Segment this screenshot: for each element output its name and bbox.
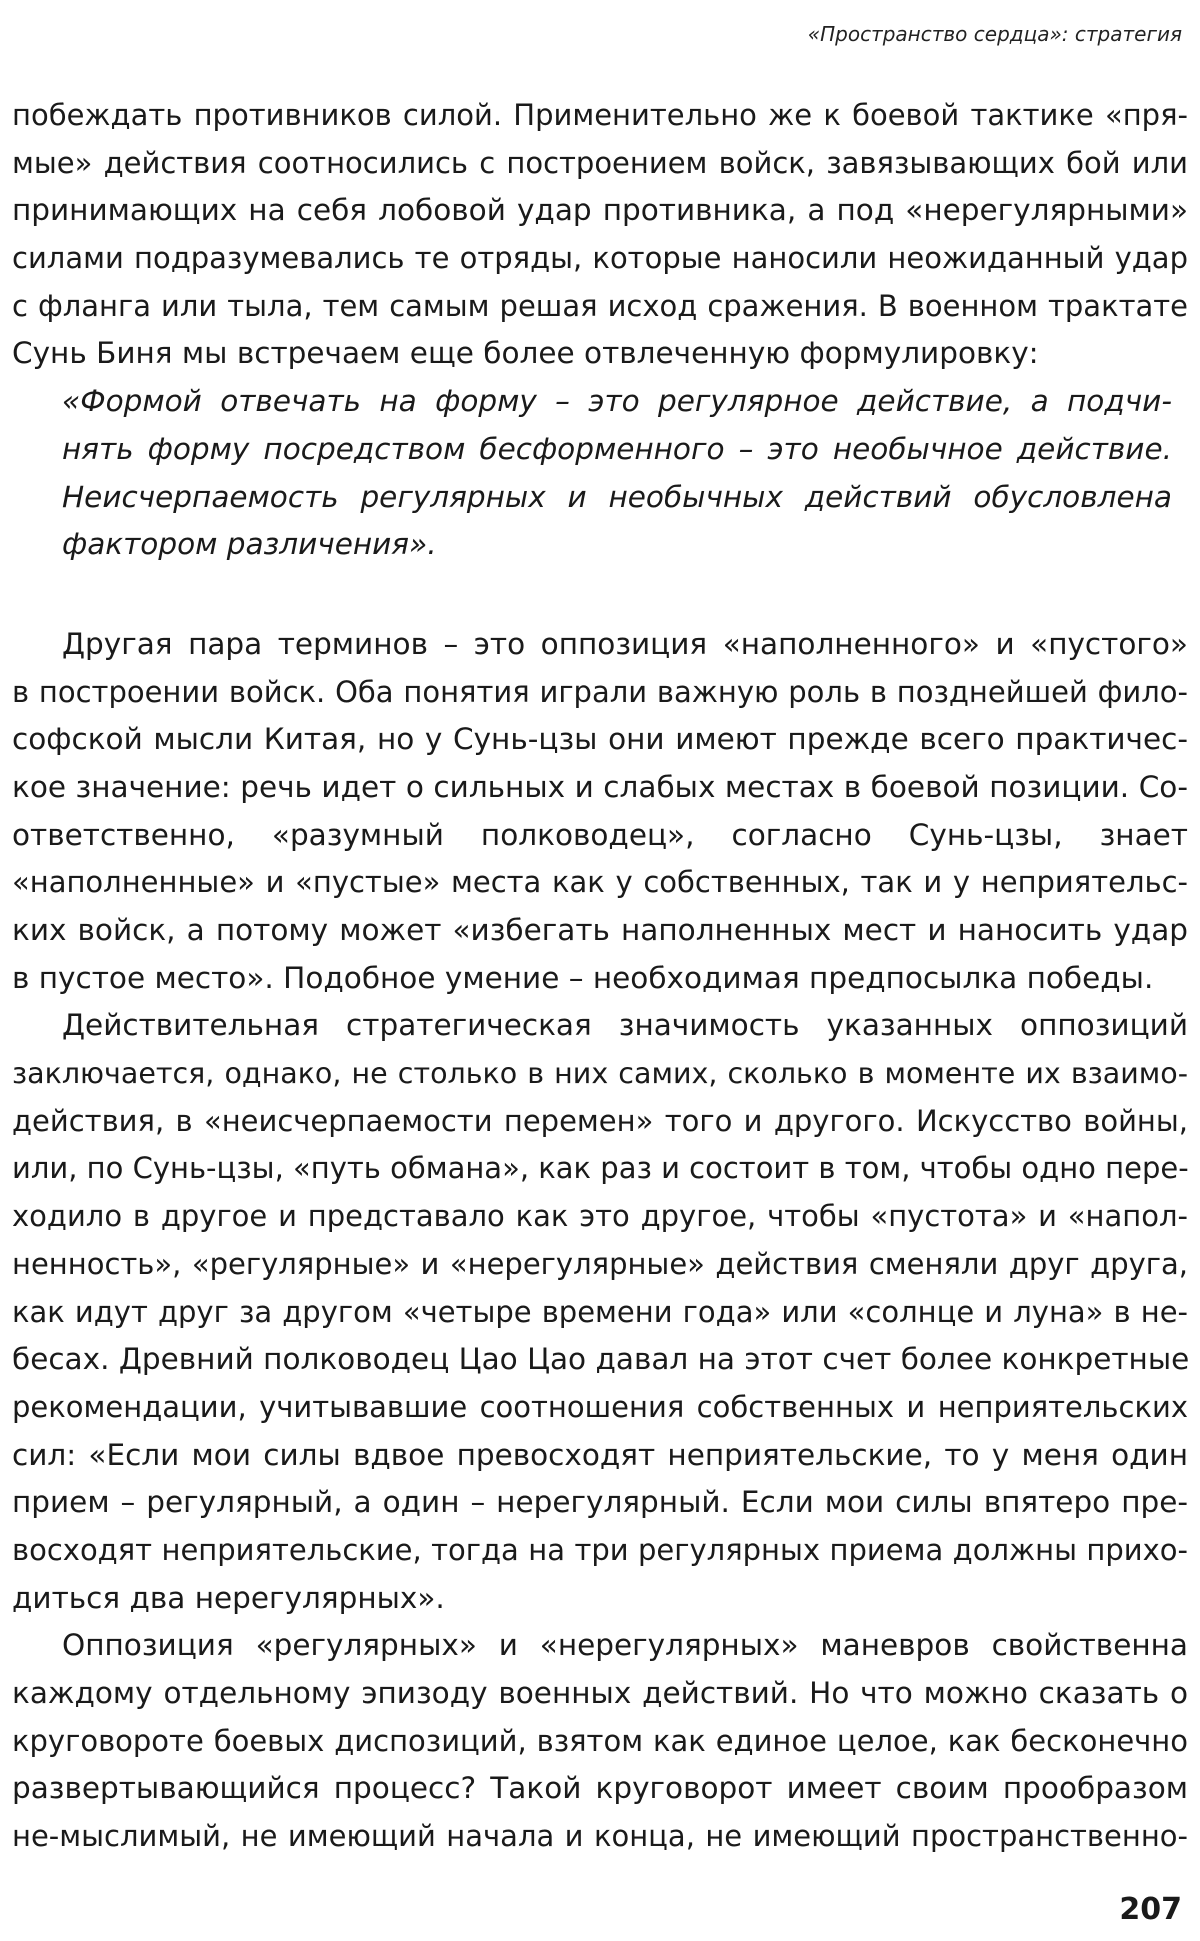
text-line: как идут друг за другом «четыре времени года» или «солнце и луна» в не- — [12, 1294, 1188, 1329]
text-line: Действительная стратегическая значимость указанных оппозиций — [62, 1008, 1188, 1043]
quote-line: Неисчерпаемость регулярных и необычных действий обусловлена — [62, 479, 1172, 514]
text-line: побеждать противников силой. Применительно же к боевой тактике «пря- — [12, 98, 1188, 132]
block-quote — [12, 378, 1188, 569]
text-line: круговороте боевых диспозиций, взятом как единое целое, как бесконечно — [12, 1723, 1188, 1758]
text-line: ненность», «регулярные» и «нерегулярные» действия сменяли друг друга, — [12, 1246, 1188, 1281]
paragraph — [12, 621, 1188, 1003]
text-line: Оппозиция «регулярных» и «нерегулярных» маневров свойственна — [62, 1628, 1188, 1663]
text-line: сил: «Если мои силы вдвое превосходят неприятельские, то у меня один — [12, 1437, 1188, 1472]
paragraph — [12, 1622, 1188, 1860]
text-line: «наполненные» и «пустые» места как у собственных, так и у неприятельс- — [12, 865, 1188, 900]
quote-line: фактором различения». — [62, 527, 437, 562]
text-line: в пустое место». Подобное умение – необходимая предпосылка победы. — [12, 960, 1154, 995]
text-line: в построении войск. Оба понятия играли важную роль в позднейшей фило- — [12, 674, 1188, 709]
running-head: «Пространство сердца»: стратегия — [807, 22, 1182, 46]
text-line: ответственно, «разумный полководец», согласно Сунь-цзы, знает — [12, 817, 1188, 852]
text-line: или, по Сунь-цзы, «путь обмана», как раз и состоит в том, чтобы одно пере- — [12, 1151, 1189, 1186]
text-line: силами подразумевались те отряды, которые наносили неожиданный удар — [12, 241, 1188, 276]
text-line: действия, в «неисчерпаемости перемен» того и другого. Искусство войны, — [12, 1103, 1188, 1138]
paragraph — [12, 1002, 1188, 1622]
text-line: принимающих на себя лобовой удар противника, а под «нерегулярными» — [12, 193, 1188, 228]
text-line: ких войск, а потому может «избегать наполненных мест и наносить удар — [12, 913, 1188, 947]
quote-line: «Формой отвечать на форму – это регулярное действие, а подчи- — [62, 384, 1172, 419]
text-line: Другая пара терминов – это оппозиция «наполненного» и «пустого» — [62, 626, 1188, 661]
text-line: мые» действия соотносились с построением войск, завязывающих бой или — [12, 145, 1188, 180]
text-line: не-мыслимый, не имеющий начала и конца, не имеющий пространственно- — [12, 1819, 1188, 1854]
quote-line: нять форму посредством бесформенного – это необычное действие. — [62, 431, 1172, 466]
paragraph — [12, 92, 1188, 378]
text-line: рекомендации, учитывавшие соотношения собственных и неприятельских — [12, 1389, 1188, 1424]
text-line: кое значение: речь идет о сильных и слабых местах в боевой позиции. Со- — [12, 769, 1188, 804]
text-line: с фланга или тыла, тем самым решая исход сражения. В военном трактате — [12, 288, 1188, 323]
text-line: заключается, однако, не столько в них самих, сколько в моменте их взаимо- — [12, 1057, 1188, 1091]
text-line: развертывающийся процесс? Такой круговорот имеет своим прообразом — [12, 1771, 1188, 1806]
page-number: 207 — [1119, 1892, 1182, 1927]
paragraph-spacer — [12, 569, 1188, 621]
text-line: прием – регулярный, а один – нерегулярный. Если мои силы впятеро пре- — [12, 1485, 1188, 1520]
text-line: Сунь Биня мы встречаем еще более отвлеченную формулировку: — [12, 336, 1039, 371]
text-line: каждому отдельному эпизоду военных действий. Но что можно сказать о — [12, 1676, 1188, 1710]
text-line: софской мысли Китая, но у Сунь-цзы они имеют прежде всего практичес- — [12, 722, 1188, 757]
text-line: восходят неприятельские, тогда на три регулярных приема должны прихо- — [12, 1532, 1188, 1567]
body-text — [12, 92, 1188, 1861]
text-line: бесах. Древний полководец Цао Цао давал на этот счет более конкретные — [12, 1342, 1190, 1377]
text-line: диться два нерегулярных». — [12, 1580, 445, 1615]
text-line: ходило в другое и представало как это другое, чтобы «пустота» и «напол- — [12, 1199, 1188, 1234]
